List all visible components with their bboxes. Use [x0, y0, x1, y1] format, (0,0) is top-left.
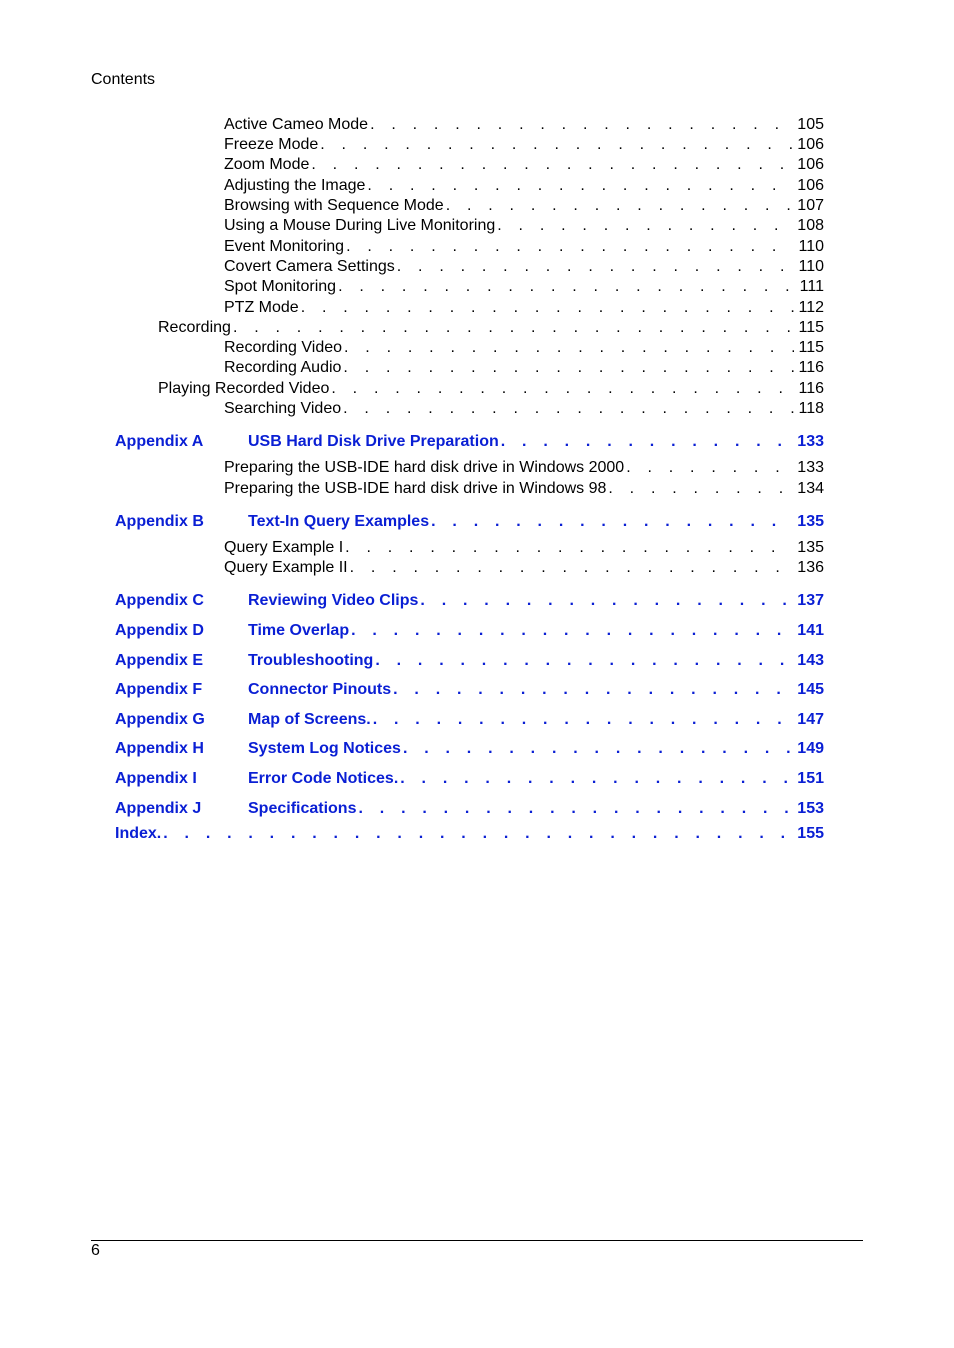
dot-leader: [608, 479, 793, 499]
dot-leader: [497, 216, 793, 236]
toc-entry[interactable]: [224, 277, 824, 297]
appendix-title: Error Code Notices.: [248, 770, 399, 787]
dot-leader: [345, 538, 793, 558]
dot-leader: [343, 358, 794, 378]
toc-entry-label: Recording: [158, 319, 231, 336]
toc-entry-label: Freeze Mode: [224, 136, 319, 153]
toc-entry-page: 115: [798, 319, 824, 336]
toc-entry-page: 110: [798, 258, 824, 275]
toc-entry-label: Spot Monitoring: [224, 278, 337, 295]
appendix-entry[interactable]: [248, 680, 824, 700]
toc-entry-page: 115: [798, 339, 824, 356]
dot-leader: [393, 680, 793, 700]
index-label: Index.: [115, 825, 162, 842]
toc-entry-label: Active Cameo Mode: [224, 116, 369, 133]
appendix-page: 147: [797, 711, 824, 728]
appendix-title: Time Overlap: [248, 622, 350, 639]
dot-leader: [373, 710, 794, 730]
appendix-label[interactable]: Appendix A: [115, 433, 204, 450]
appendix-page: 151: [797, 770, 824, 787]
toc-entry-label: Adjusting the Image: [224, 177, 366, 194]
toc-entry-page: 136: [797, 559, 824, 576]
toc-entry[interactable]: [224, 176, 824, 196]
toc-entry-label: Using a Mouse During Live Monitoring: [224, 217, 496, 234]
appendix-entry[interactable]: [248, 799, 824, 819]
appendix-entry[interactable]: [248, 432, 824, 452]
dot-leader: [375, 651, 793, 671]
appendix-label[interactable]: Appendix C: [115, 592, 204, 609]
toc-entry-page: 116: [798, 359, 824, 376]
toc-entry-page: 107: [797, 197, 824, 214]
toc-entry-label: Preparing the USB-IDE hard disk drive in Windows 98: [224, 480, 607, 497]
toc-entry[interactable]: [224, 558, 824, 578]
appendix-label[interactable]: Appendix H: [115, 740, 204, 757]
appendix-entry[interactable]: [248, 512, 824, 532]
appendix-label[interactable]: Appendix E: [115, 652, 204, 669]
appendix-label[interactable]: Appendix D: [115, 622, 204, 639]
appendix-page: 141: [797, 622, 824, 639]
dot-leader: [338, 277, 796, 297]
footer-rule: [91, 1240, 863, 1241]
index-page: 155: [797, 825, 824, 842]
toc-entry-label: Query Example I: [224, 539, 344, 556]
appendix-label[interactable]: Appendix J: [115, 800, 202, 817]
toc-entry[interactable]: [158, 379, 824, 399]
index-entry[interactable]: [115, 824, 824, 844]
appendix-entry[interactable]: [248, 621, 824, 641]
appendix-entry[interactable]: [248, 739, 824, 759]
toc-entry-page: 106: [797, 156, 824, 173]
dot-leader: [351, 621, 793, 641]
toc-entry-label: Browsing with Sequence Mode: [224, 197, 444, 214]
dot-leader: [344, 338, 794, 358]
appendix-title: System Log Notices: [248, 740, 401, 757]
toc-entry[interactable]: [224, 257, 824, 277]
dot-leader: [233, 318, 795, 338]
toc-entry[interactable]: [158, 318, 824, 338]
toc-entry-page: 118: [798, 400, 824, 417]
dot-leader: [358, 799, 793, 819]
appendix-entry[interactable]: [248, 769, 824, 789]
toc-entry[interactable]: [224, 399, 824, 419]
toc-entry[interactable]: [224, 338, 824, 358]
toc-entry-label: Playing Recorded Video: [158, 380, 330, 397]
dot-leader: [446, 196, 794, 216]
toc-entry-page: 116: [798, 380, 824, 397]
appendix-page: 135: [797, 513, 824, 530]
toc-entry-page: 105: [797, 116, 824, 133]
appendix-label[interactable]: Appendix G: [115, 711, 205, 728]
appendix-title: Map of Screens.: [248, 711, 371, 728]
toc-entry-label: Searching Video: [224, 400, 342, 417]
toc-entry-page: 134: [797, 480, 824, 497]
toc-entry-page: 108: [797, 217, 824, 234]
appendix-title: Reviewing Video Clips: [248, 592, 419, 609]
toc-entry-page: 112: [798, 299, 824, 316]
toc-entry[interactable]: [224, 135, 824, 155]
dot-leader: [331, 379, 794, 399]
dot-leader: [400, 769, 793, 789]
toc-entry[interactable]: [224, 479, 824, 499]
dot-leader: [420, 591, 793, 611]
appendix-title: Text-In Query Examples: [248, 513, 430, 530]
running-header: Contents: [91, 71, 156, 88]
toc-entry-label: Zoom Mode: [224, 156, 310, 173]
toc-entry-label: Query Example II: [224, 559, 348, 576]
toc-entry-label: Covert Camera Settings: [224, 258, 395, 275]
toc-entry[interactable]: [224, 358, 824, 378]
appendix-title: Connector Pinouts: [248, 681, 392, 698]
toc-entry[interactable]: [224, 298, 824, 318]
toc-entry-page: 133: [797, 459, 824, 476]
toc-entry-page: 111: [799, 278, 824, 295]
appendix-page: 149: [797, 740, 824, 757]
dot-leader: [350, 558, 794, 578]
toc-entry-page: 106: [797, 136, 824, 153]
toc-entry[interactable]: [224, 155, 824, 175]
toc-entry[interactable]: [224, 196, 824, 216]
appendix-page: 137: [797, 592, 824, 609]
toc-entry-page: 110: [798, 238, 824, 255]
dot-leader: [343, 399, 794, 419]
dot-leader: [431, 512, 793, 532]
toc-entry-label: PTZ Mode: [224, 299, 299, 316]
appendix-page: 153: [797, 800, 824, 817]
dot-leader: [346, 237, 794, 257]
toc-entry-label: Preparing the USB-IDE hard disk drive in Windows 2000: [224, 459, 625, 476]
dot-leader: [311, 155, 793, 175]
dot-leader: [501, 432, 794, 452]
toc-entry[interactable]: [224, 237, 824, 257]
appendix-title: Troubleshooting: [248, 652, 374, 669]
appendix-page: 145: [797, 681, 824, 698]
appendix-entry[interactable]: [248, 710, 824, 730]
dot-leader: [367, 176, 793, 196]
dot-leader: [397, 257, 795, 277]
dot-leader: [301, 298, 795, 318]
toc-entry-page: 106: [797, 177, 824, 194]
appendix-label[interactable]: Appendix I: [115, 770, 197, 787]
appendix-label[interactable]: Appendix F: [115, 681, 203, 698]
toc-entry-page: 135: [797, 539, 824, 556]
appendix-entry[interactable]: [248, 651, 824, 671]
dot-leader: [320, 135, 793, 155]
appendix-title: Specifications: [248, 800, 357, 817]
dot-leader: [626, 458, 793, 478]
toc-entry[interactable]: [224, 458, 824, 478]
dot-leader: [370, 115, 793, 135]
toc-entry[interactable]: [224, 538, 824, 558]
toc-entry-label: Recording Video: [224, 339, 343, 356]
appendix-label[interactable]: Appendix B: [115, 513, 204, 530]
appendix-page: 143: [797, 652, 824, 669]
appendix-page: 133: [797, 433, 824, 450]
footer-page-number: 6: [91, 1242, 100, 1259]
toc-entry-label: Recording Audio: [224, 359, 342, 376]
appendix-entry[interactable]: [248, 591, 824, 611]
dot-leader: [163, 824, 793, 844]
toc-entry[interactable]: [224, 115, 824, 135]
toc-entry[interactable]: [224, 216, 824, 236]
toc-entry-label: Event Monitoring: [224, 238, 345, 255]
dot-leader: [403, 739, 793, 759]
appendix-title: USB Hard Disk Drive Preparation: [248, 433, 499, 450]
